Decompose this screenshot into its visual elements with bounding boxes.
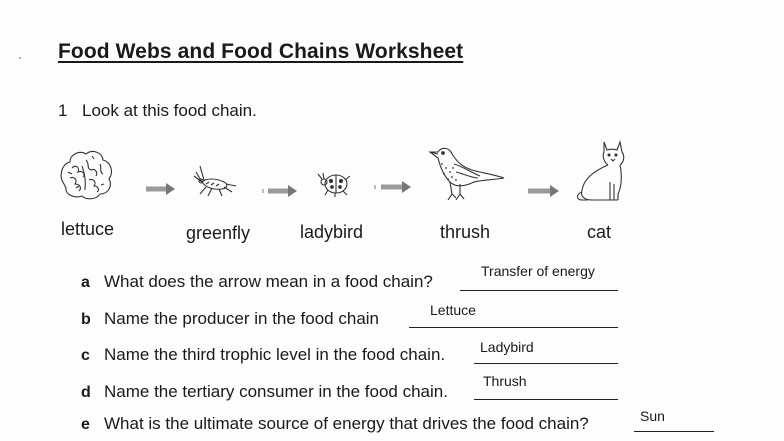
question-letter: b [81, 311, 91, 328]
question-letter: d [81, 384, 91, 401]
worksheet-title: Food Webs and Food Chains Worksheet [58, 40, 464, 63]
food-chain-label-lettuce: lettuce [61, 219, 115, 239]
answer-text[interactable]: Ladybird [480, 339, 534, 355]
question-number: 1 [58, 101, 68, 120]
answer-line [474, 399, 618, 400]
question-text: What is the ultimate source of energy that drives the food chain? [104, 414, 589, 433]
lettuce-icon [56, 146, 116, 202]
greenfly-icon [192, 160, 240, 200]
question-row-e [0, 406, 784, 440]
answer-line [474, 363, 618, 364]
question-text: Name the tertiary consumer in the food chain. [104, 382, 448, 401]
thrush-icon [426, 144, 506, 202]
question-text: Name the producer in the food chain [104, 309, 380, 328]
question-letter: e [81, 416, 90, 433]
question-row-a [0, 264, 784, 298]
arrow-icon [374, 180, 412, 194]
arrow-icon [262, 184, 298, 198]
cat-icon [574, 138, 628, 204]
answer-line [634, 431, 714, 432]
scan-speck [19, 57, 21, 59]
arrow-icon [146, 182, 176, 196]
question-text: What does the arrow mean in a food chain? [104, 272, 433, 291]
answer-text[interactable]: Sun [640, 408, 665, 424]
question-row-b [0, 301, 784, 335]
question-intro: Look at this food chain. [82, 101, 257, 120]
food-chain-label-cat: cat [587, 222, 612, 242]
answer-text[interactable]: Lettuce [430, 302, 476, 318]
question-text: Name the third trophic level in the food chain. [104, 345, 446, 364]
question-letter: c [81, 347, 90, 364]
food-chain-label-ladybird: ladybird [300, 222, 364, 242]
answer-text[interactable]: Thrush [483, 373, 527, 389]
question-row-c [0, 337, 784, 371]
food-chain-label-greenfly: greenfly [186, 223, 251, 243]
answer-line [409, 327, 618, 328]
question-letter: a [81, 274, 90, 291]
ladybird-icon [315, 168, 355, 198]
answer-line [460, 290, 618, 291]
question-row-d [0, 374, 784, 408]
arrow-icon [528, 184, 560, 198]
food-chain-label-thrush: thrush [440, 222, 491, 242]
answer-text[interactable]: Transfer of energy [481, 263, 595, 279]
